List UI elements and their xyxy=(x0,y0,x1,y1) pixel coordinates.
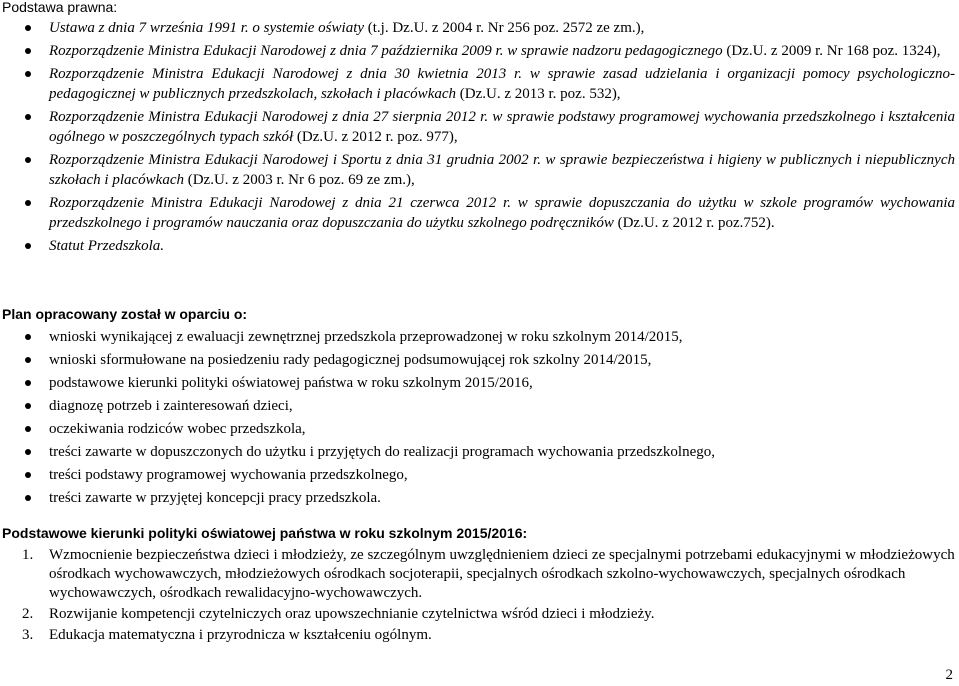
legal-basis-heading: Podstawa prawna: xyxy=(2,0,118,15)
list-item: Rozporządzenie Ministra Edukacji Narodowej z dnia 21 czerwca 2012 r. w sprawie dopuszczania do użytku w szkole programów wychowania przedszkolnego i programów nauczania oraz dopuszczania do użytku szkolnego podręczników (Dz.U. z 2012 r. poz.752). xyxy=(0,193,959,233)
list-item: Rozporządzenie Ministra Edukacji Narodowej z dnia 27 sierpnia 2012 r. w sprawie podstawy programowej wychowania przedszkolnego i kształcenia ogólnego w poszczególnych typach szkół (Dz.U. z 2012 r. poz. 977), xyxy=(0,107,959,147)
bullet-icon xyxy=(25,357,31,363)
list-item: 1. Wzmocnienie bezpieczeństwa dzieci i młodzieży, ze szczególnym uwzględnieniem dzieci ze specjalnymi potrzebami edukacyjnymi w młodzieżowych ośrodkach wychowawczych, młodzieżowych ośrodkach socjoterapii, specjalnych ośrodkach szkolno-wychowawczych, specjalnych ośrodkach wychowawczych, ośrodkach rewalidacyjno-wychowawczych. xyxy=(22,547,955,601)
bullet-icon xyxy=(25,472,31,478)
list-item: wnioski wynikającej z ewaluacji zewnętrznej przedszkola przeprowadzonej w roku szkolnym 2014/2015, xyxy=(0,327,959,347)
bullet-icon xyxy=(25,71,31,77)
item-number: 2. xyxy=(22,606,34,622)
policy-directions-list xyxy=(0,546,959,647)
bullet-icon xyxy=(25,25,31,31)
list-item: Ustawa z dnia 7 września 1991 r. o systemie oświaty (t.j. Dz.U. z 2004 r. Nr 256 poz. 2572 ze zm.), xyxy=(0,18,959,38)
list-item: treści podstawy programowej wychowania przedszkolnego, xyxy=(0,465,959,485)
bullet-icon xyxy=(25,449,31,455)
list-item: wnioski sformułowane na posiedzeniu rady pedagogicznej podsumowującej rok szkolny 2014/2015, xyxy=(0,350,959,370)
bullet-icon xyxy=(25,114,31,120)
list-item: podstawowe kierunki polityki oświatowej państwa w roku szkolnym 2015/2016, xyxy=(0,373,959,393)
list-item: Rozporządzenie Ministra Edukacji Narodowej z dnia 30 kwietnia 2013 r. w sprawie zasad udzielania i organizacji pomocy psychologiczno-pedagogicznej w publicznych przedszkolach, szkołach i placówkach (Dz.U. z 2013 r. poz. 532), xyxy=(0,64,959,104)
bullet-icon xyxy=(25,200,31,206)
page-number: 2 xyxy=(945,667,953,683)
list-item: 3. Edukacja matematyczna i przyrodnicza w kształceniu ogólnym. xyxy=(22,627,432,643)
list-item: diagnozę potrzeb i zainteresowań dzieci, xyxy=(0,396,959,416)
item-number: 1. xyxy=(22,547,34,563)
legal-basis-list xyxy=(0,18,959,259)
bullet-icon xyxy=(25,334,31,340)
list-item: Rozporządzenie Ministra Edukacji Narodowej i Sportu z dnia 31 grudnia 2002 r. w sprawie bezpieczeństwa i higieny w publicznych i niepublicznych szkołach i placówkach (Dz.U. z 2003 r. Nr 6 poz. 69 ze zm.), xyxy=(0,150,959,190)
list-item: Statut Przedszkola. xyxy=(0,236,959,256)
list-item: 2. Rozwijanie kompetencji czytelniczych oraz upowszechnianie czytelnictwa wśród dzieci i młodzieży. xyxy=(22,606,655,622)
bullet-icon xyxy=(25,426,31,432)
bullet-icon xyxy=(25,495,31,501)
list-item: Rozporządzenie Ministra Edukacji Narodowej z dnia 7 października 2009 r. w sprawie nadzoru pedagogicznego (Dz.U. z 2009 r. Nr 168 poz. 1324), xyxy=(0,41,959,61)
bullet-icon xyxy=(25,380,31,386)
item-number: 3. xyxy=(22,627,34,643)
bullet-icon xyxy=(25,243,31,249)
list-item: oczekiwania rodziców wobec przedszkola, xyxy=(0,419,959,439)
bullet-icon xyxy=(25,48,31,54)
plan-basis-heading: Plan opracowany został w oparciu o: xyxy=(2,306,248,322)
plan-basis-list xyxy=(0,327,959,511)
policy-directions-heading: Podstawowe kierunki polityki oświatowej państwa w roku szkolnym 2015/2016: xyxy=(2,525,528,541)
bullet-icon xyxy=(25,157,31,163)
bullet-icon xyxy=(25,403,31,409)
list-item: treści zawarte w przyjętej koncepcji pracy przedszkola. xyxy=(0,488,959,508)
list-item: treści zawarte w dopuszczonych do użytku i przyjętych do realizacji programach wychowania przedszkolnego, xyxy=(0,442,959,462)
